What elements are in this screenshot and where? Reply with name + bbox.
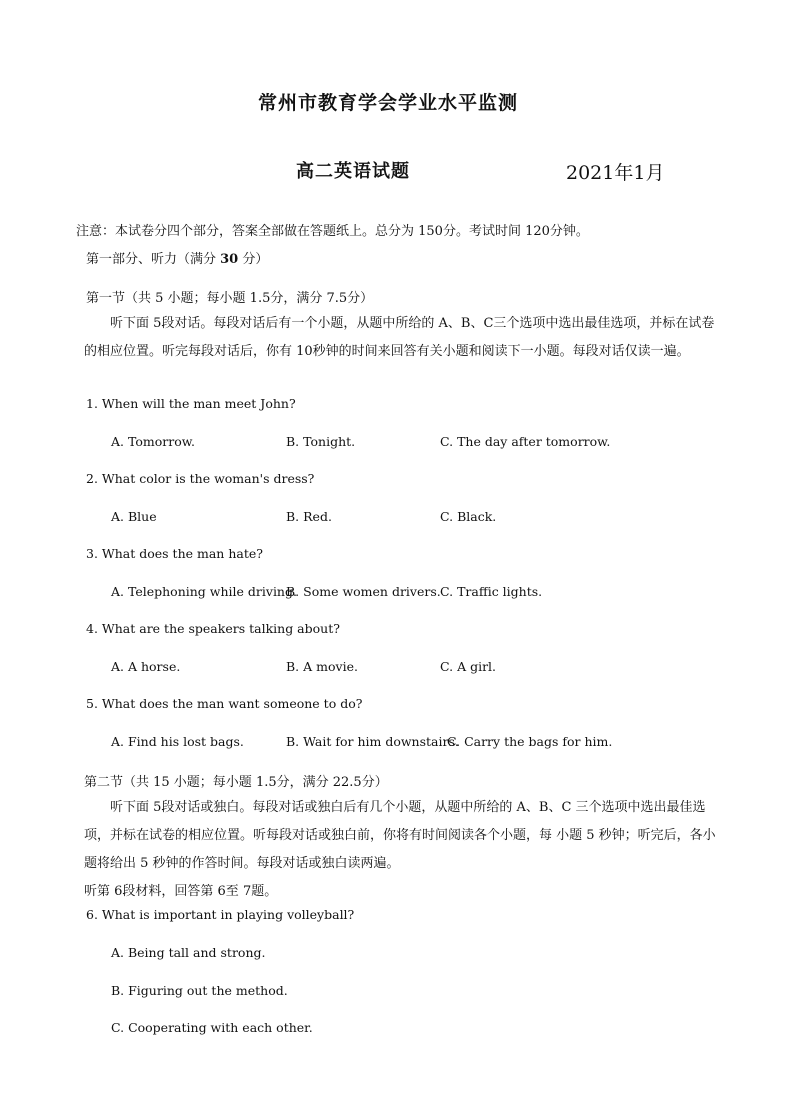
q2-option-c: C. Black. <box>440 509 497 524</box>
q5-option-b: B. Wait for him downstairs. <box>286 734 459 749</box>
notice: 注意：本试卷分四个部分，答案全部做在答题纸上。总分为 150分。考试时间 120分钟。 <box>76 224 589 239</box>
q1-option-c: C. The day after tomorrow. <box>440 434 611 449</box>
q3-option-b: B. Some women drivers. <box>286 584 441 599</box>
q6-option-c: C. Cooperating with each other. <box>111 1020 313 1035</box>
q2-option-a: A. Blue <box>111 509 157 524</box>
q4-option-c: C. A girl. <box>440 659 497 674</box>
q1-option-a: A. Tomorrow. <box>111 434 195 449</box>
exam-date: 2021年1月 <box>566 162 665 184</box>
q3-option-a: A. Telephoning while driving. <box>111 584 297 599</box>
q4-option-b: B. A movie. <box>286 659 358 674</box>
q1-option-b: B. Tonight. <box>286 434 356 449</box>
question-4: 4. What are the speakers talking about? <box>86 621 340 636</box>
part1-heading-suffix: 分） <box>238 252 269 267</box>
question-6: 6. What is important in playing volleyball? <box>86 907 355 922</box>
section2-heading: 第二节（共 15 小题；每小题 1.5分，满分 22.5分） <box>84 775 388 790</box>
q5-option-a: A. Find his lost bags. <box>111 734 244 749</box>
section1-instructions: 听下面 5段对话。每段对话后有一个小题，从题中所给的 A、B、C三个选项中选出最佳选项，并标在试卷的相应位置。听完每段对话后，你有 10秒钟的时间来回答有关小题和阅读下一小题。每段对话仅读一遍。 <box>84 316 715 359</box>
part1-heading <box>86 248 268 267</box>
section2-instructions: 听下面 5段对话或独白。每段对话或独白后有几个小题，从题中所给的 A、B、C 三个选项中选出最佳选项，并标在试卷的相应位置。听每段对话或独白前，你将有时间阅读各个小题，每 小题 5 秒钟；听完后，各小题将给出 5 秒钟的作答时间。每段对话或独白读两遍。 <box>84 800 716 871</box>
question-1: 1. When will the man meet John? <box>86 396 296 411</box>
section1-heading: 第一节（共 5 小题；每小题 1.5分，满分 7.5分） <box>86 291 374 306</box>
q3-option-c: C. Traffic lights. <box>440 584 543 599</box>
part1-heading-score: 30 <box>220 252 239 267</box>
q2-option-b: B. Red. <box>286 509 332 524</box>
q6-option-a: A. Being tall and strong. <box>111 945 266 960</box>
exam-subtitle: 高二英语试题 <box>296 161 410 182</box>
question-3: 3. What does the man hate? <box>86 546 263 561</box>
section2-material: 听第 6段材料，回答第 6至 7题。 <box>84 884 278 899</box>
question-2: 2. What color is the woman's dress? <box>86 471 315 486</box>
part1-heading-prefix: 第一部分、听力（满分 <box>86 252 221 267</box>
q6-option-b: B. Figuring out the method. <box>111 983 288 998</box>
q4-option-a: A. A horse. <box>111 659 181 674</box>
question-5: 5. What does the man want someone to do? <box>86 696 363 711</box>
exam-title: 常州市教育学会学业水平监测 <box>258 92 519 114</box>
q5-option-c: C. Carry the bags for him. <box>447 734 613 749</box>
